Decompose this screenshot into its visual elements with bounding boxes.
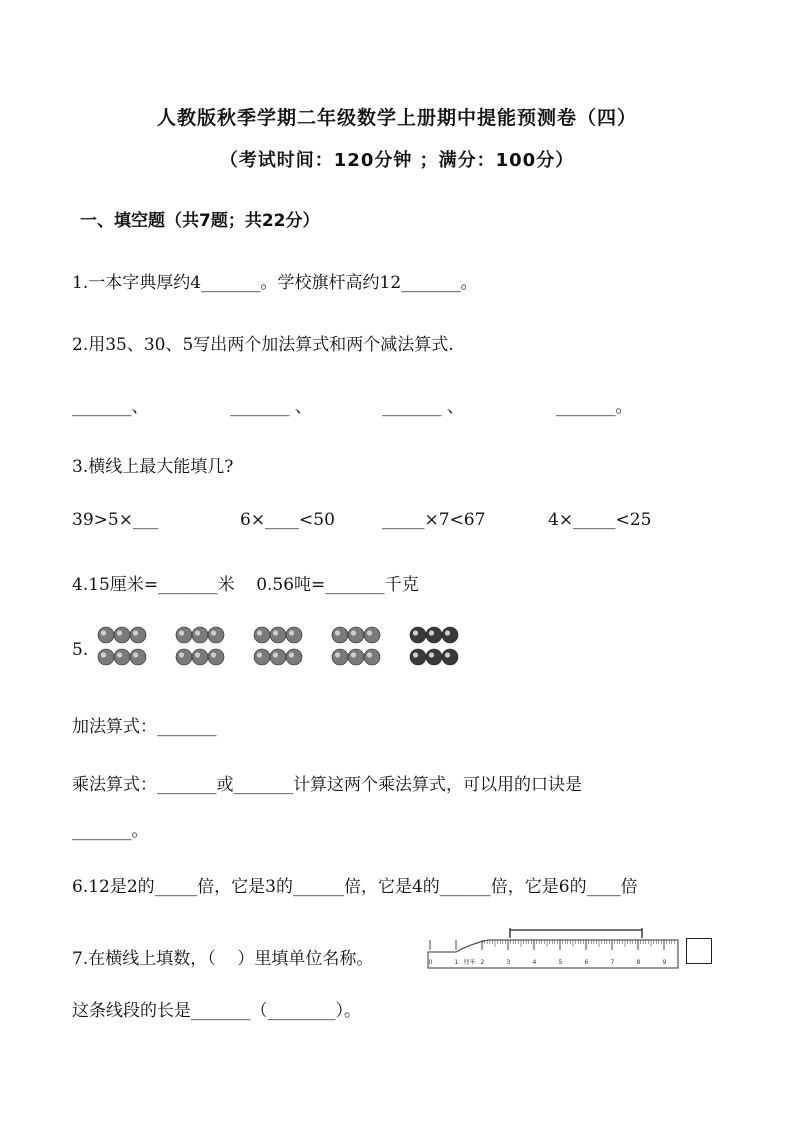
apple-icon (176, 649, 192, 665)
apple-highlight (335, 630, 340, 635)
apple-icon (114, 649, 130, 665)
ruler-label: 4 (532, 959, 537, 966)
apple-icon (364, 627, 380, 643)
q5-multiplication-cont: _______。 (72, 821, 149, 841)
apple-highlight (257, 630, 262, 635)
apple-highlight (101, 630, 106, 635)
apple-icon (254, 649, 270, 665)
ruler-label: 8 (636, 959, 641, 966)
apple-icon (426, 627, 442, 643)
question-6: 6.12是2的_____倍，它是3的______倍，它是4的______倍，它是6的____倍 (72, 877, 638, 897)
section-heading: 一、填空题（共7题；共22分） (80, 211, 320, 231)
ruler-label: 2 (480, 959, 485, 966)
exam-title: 人教版秋季学期二年级数学上册期中提能预测卷（四） (156, 107, 637, 129)
apple-highlight (445, 652, 450, 657)
ruler-unit-label: 厘米 (463, 959, 476, 966)
apple-highlight (133, 630, 138, 635)
apple-highlight (351, 630, 356, 635)
apple-highlight (429, 652, 434, 657)
apple-group (254, 627, 302, 665)
apple-icon (442, 627, 458, 643)
apple-highlight (133, 652, 138, 657)
apple-icon (332, 627, 348, 643)
apple-icon (130, 649, 146, 665)
apple-icon (208, 649, 224, 665)
exam-subtitle: （考试时间：120分钟 ；满分：100分） (219, 150, 575, 171)
apple-highlight (413, 630, 418, 635)
ruler-label: 9 (662, 959, 667, 966)
apple-highlight (257, 652, 262, 657)
apple-highlight (179, 652, 184, 657)
q3-item-4: 4×_____<25 (548, 510, 652, 530)
apple-highlight (117, 652, 122, 657)
ruler-label: 7 (610, 959, 615, 966)
apple-groups-image (96, 624, 466, 670)
apple-highlight (413, 652, 418, 657)
apple-icon (176, 627, 192, 643)
apple-highlight (211, 630, 216, 635)
apple-icon (426, 649, 442, 665)
apple-highlight (101, 652, 106, 657)
apple-icon (98, 649, 114, 665)
apple-highlight (335, 652, 340, 657)
apple-group (98, 627, 146, 665)
q2-blank-4: _______。 (556, 397, 633, 417)
apple-highlight (273, 652, 278, 657)
question-7: 7.在横线上填数，（ ）里填单位名称。 (72, 949, 374, 969)
apple-icon (130, 627, 146, 643)
apple-group (176, 627, 224, 665)
q5-multiplication: 乘法算式：_______或_______计算这两个乘法算式，可以用的口诀是 (72, 775, 582, 795)
apple-icon (192, 627, 208, 643)
apple-icon (270, 627, 286, 643)
apple-icon (270, 649, 286, 665)
apple-group (410, 627, 458, 665)
apple-highlight (445, 630, 450, 635)
apple-highlight (289, 652, 294, 657)
q3-item-3: _____×7<67 (382, 510, 486, 530)
answer-box (686, 938, 712, 964)
q2-blank-2: _______ 、 (230, 397, 312, 417)
apple-icon (286, 627, 302, 643)
apple-icon (410, 627, 426, 643)
apple-highlight (179, 630, 184, 635)
apple-highlight (211, 652, 216, 657)
apple-highlight (367, 630, 372, 635)
apple-icon (254, 627, 270, 643)
apple-highlight (195, 630, 200, 635)
ruler-label: 5 (558, 959, 563, 966)
q5-number: 5. (72, 640, 89, 660)
apple-highlight (289, 630, 294, 635)
apple-icon (114, 627, 130, 643)
q2-blank-3: _______ 、 (382, 397, 464, 417)
apple-icon (348, 649, 364, 665)
apple-icon (98, 627, 114, 643)
apple-icon (348, 627, 364, 643)
ruler-label: 1 (454, 959, 459, 966)
question-4: 4.15厘米=_______米 0.56吨=_______千克 (72, 575, 419, 595)
question-1: 1.一本字典厚约4_______。学校旗杆高约12_______。 (72, 273, 478, 293)
apple-icon (364, 649, 380, 665)
apple-icon (410, 649, 426, 665)
apple-highlight (367, 652, 372, 657)
question-2: 2.用35、30、5写出两个加法算式和两个减法算式. (72, 335, 454, 355)
apple-highlight (273, 630, 278, 635)
q2-blank-1: _______、 (72, 397, 149, 417)
q7-answer-line: 这条线段的长是_______（________）。 (72, 1001, 361, 1021)
apple-group (332, 627, 380, 665)
apple-icon (332, 649, 348, 665)
apple-highlight (429, 630, 434, 635)
apple-icon (442, 649, 458, 665)
ruler-label: 6 (584, 959, 589, 966)
q3-item-2: 6×____<50 (240, 510, 335, 530)
ruler-image (426, 924, 684, 972)
ruler-label: 0 (428, 959, 433, 966)
apple-icon (286, 649, 302, 665)
apple-icon (192, 649, 208, 665)
question-3: 3.横线上最大能填几? (72, 457, 234, 477)
apple-highlight (195, 652, 200, 657)
apple-highlight (117, 630, 122, 635)
ruler-label: 3 (506, 959, 511, 966)
apple-highlight (351, 652, 356, 657)
apple-icon (208, 627, 224, 643)
q5-addition: 加法算式：_______ (72, 717, 217, 737)
q3-item-1: 39>5×___ (72, 510, 159, 530)
